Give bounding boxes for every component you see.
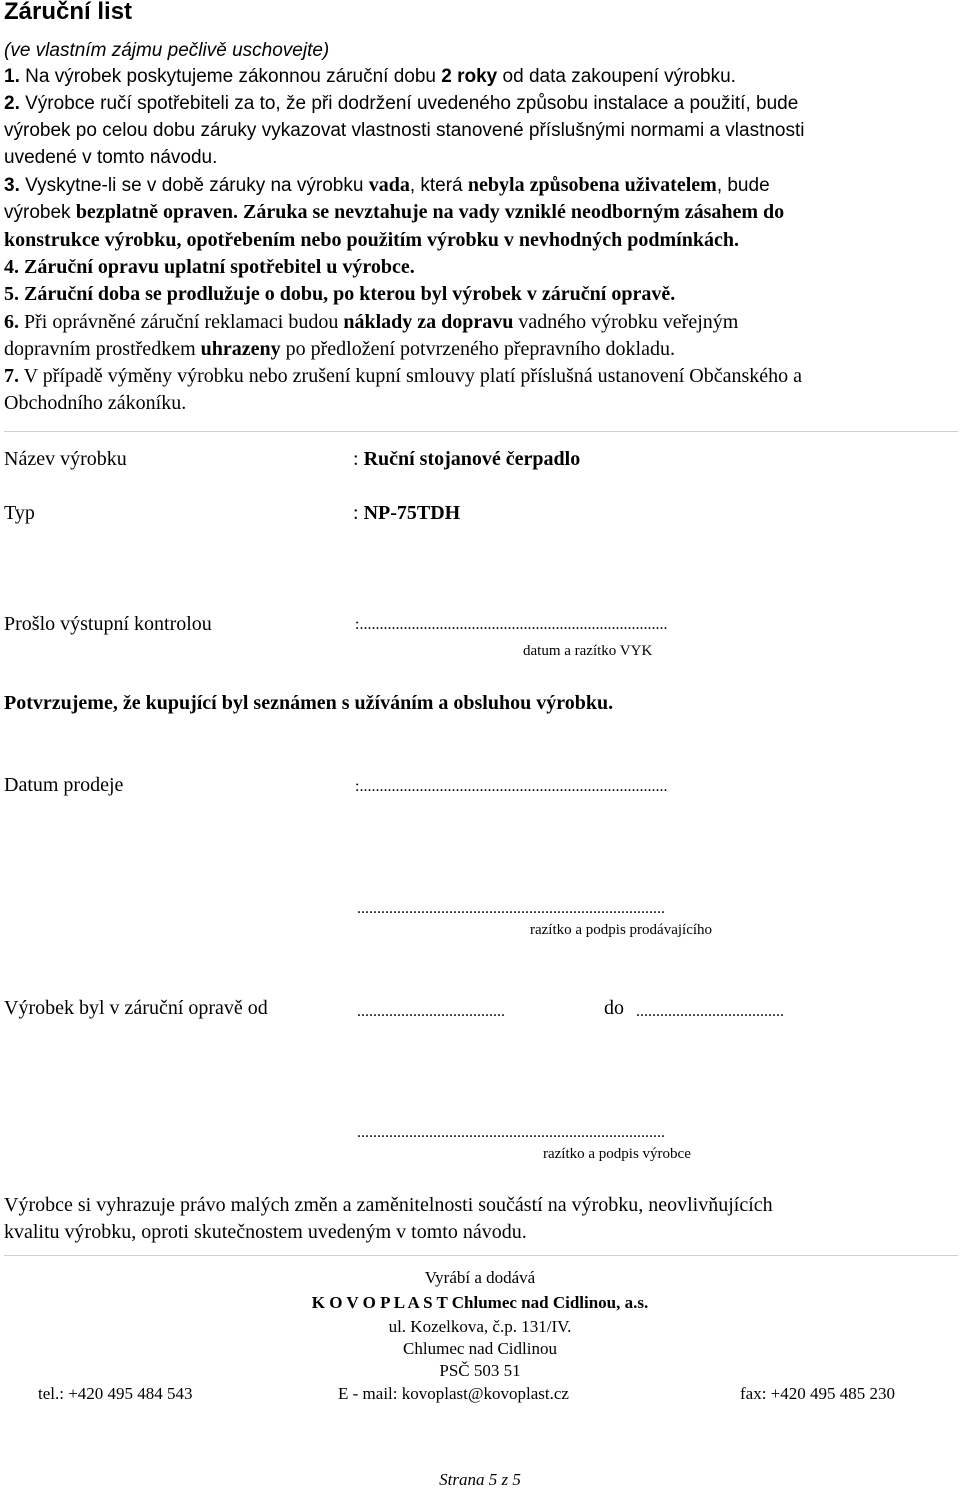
type-label: Typ	[4, 502, 35, 524]
footer-street: ul. Kozelkova, č.p. 131/IV.	[388, 1317, 572, 1336]
footer-company: K O V O P L A S T Chlumec nad Cidlinou, a.s.	[311, 1293, 649, 1312]
type-field: : NP-75TDH	[353, 502, 461, 524]
warranty-item-6-line2: dopravním prostředkem uhrazeny po předložení potvrzeného přepravního dokladu.	[4, 338, 675, 360]
seller-signature-note: razítko a podpis prodávajícího	[530, 922, 713, 938]
sale-date-line: :.............................................................................	[355, 778, 668, 795]
page-title: Záruční list	[4, 0, 133, 25]
footer-zip: PSČ 503 51	[439, 1361, 521, 1380]
repair-to-label: do	[604, 997, 624, 1019]
footer-fax: fax: +420 495 485 230	[740, 1384, 896, 1403]
item-number: 7.	[4, 365, 19, 387]
page-number: Strana 5 z 5	[439, 1470, 521, 1489]
repair-to-line: .....................................	[636, 1003, 784, 1020]
type-value: NP-75TDH	[363, 502, 461, 524]
seller-signature-line: .............................................................................	[357, 900, 665, 917]
inspection-line: :.............................................................................	[355, 616, 668, 633]
confirmation-text: Potvrzujeme, že kupující byl seznámen s užíváním a obsluhou výrobku.	[4, 692, 614, 714]
product-label: Název výrobku	[4, 448, 127, 470]
footer-city: Chlumec nad Cidlinou	[403, 1339, 557, 1358]
maker-signature-note: razítko a podpis výrobce	[543, 1146, 691, 1162]
inspection-note: datum a razítko VYK	[523, 643, 653, 659]
warranty-item-3-line2: výrobek bezplatně opraven. Záruka se nevztahuje na vady vzniklé neodborným zásahem do	[4, 201, 785, 223]
product-field: : Ruční stojanové čerpadlo	[353, 448, 581, 470]
warranty-item-5: 5. Záruční doba se prodlužuje o dobu, po kterou byl výrobek v záruční opravě.	[4, 283, 676, 305]
divider	[4, 1255, 958, 1256]
divider	[4, 431, 958, 432]
warranty-item-1: 1. Na výrobek poskytujeme zákonnou záruční dobu 2 roky od data zakoupení výrobku.	[4, 66, 736, 87]
item-number: 6.	[4, 311, 19, 333]
warranty-item-2-line3: uvedené v tomto návodu.	[4, 147, 218, 168]
product-value: Ruční stojanové čerpadlo	[363, 448, 581, 470]
warranty-item-6-line1: 6. Při oprávněné záruční reklamaci budou náklady za dopravu vadného výrobku veřejným	[4, 311, 739, 333]
warranty-item-3-line1: 3. Vyskytne-li se v době záruky na výrobku vada, která nebyla způsobena uživatelem, bude	[4, 174, 770, 196]
item-number: 3.	[4, 175, 20, 196]
inspection-label: Prošlo výstupní kontrolou	[4, 613, 212, 635]
disclaimer-line1: Výrobce si vyhrazuje právo malých změn a zaměnitelnosti součástí na výrobku, neovlivňujících	[4, 1194, 773, 1216]
item-number: 2.	[4, 93, 20, 114]
warranty-item-7-line1: 7. V případě výměny výrobku nebo zrušení kupní smlouvy platí příslušná ustanovení Občanského a	[4, 365, 803, 387]
footer-phone: tel.: +420 495 484 543	[38, 1384, 193, 1403]
footer-made-by: Vyrábí a dodává	[424, 1268, 536, 1287]
item-number: 1.	[4, 66, 20, 87]
warranty-item-2-line1: 2. Výrobce ručí spotřebiteli za to, že při dodržení uvedeného způsobu instalace a použití, bude	[4, 93, 799, 114]
repair-label: Výrobek byl v záruční opravě od	[4, 997, 268, 1019]
subtitle: (ve vlastním zájmu pečlivě uschovejte)	[4, 40, 330, 61]
disclaimer-line2: kvalitu výrobku, oproti skutečnostem uvedeným v tomto návodu.	[4, 1221, 527, 1243]
warranty-item-3-line3: konstrukce výrobku, opotřebením nebo použitím výrobku v nevhodných podmínkách.	[4, 229, 739, 251]
footer-email: E - mail: kovoplast@kovoplast.cz	[338, 1384, 569, 1403]
sale-date-label: Datum prodeje	[4, 774, 124, 796]
repair-from-line: .....................................	[357, 1003, 505, 1020]
warranty-item-7-line2: Obchodního zákoníku.	[4, 392, 187, 414]
warranty-item-2-line2: výrobek po celou dobu záruky vykazovat vlastnosti stanovené příslušnými normami a vlastnosti	[4, 120, 805, 141]
maker-signature-line: .............................................................................	[357, 1124, 665, 1141]
warranty-item-4: 4. Záruční opravu uplatní spotřebitel u výrobce.	[4, 256, 415, 278]
